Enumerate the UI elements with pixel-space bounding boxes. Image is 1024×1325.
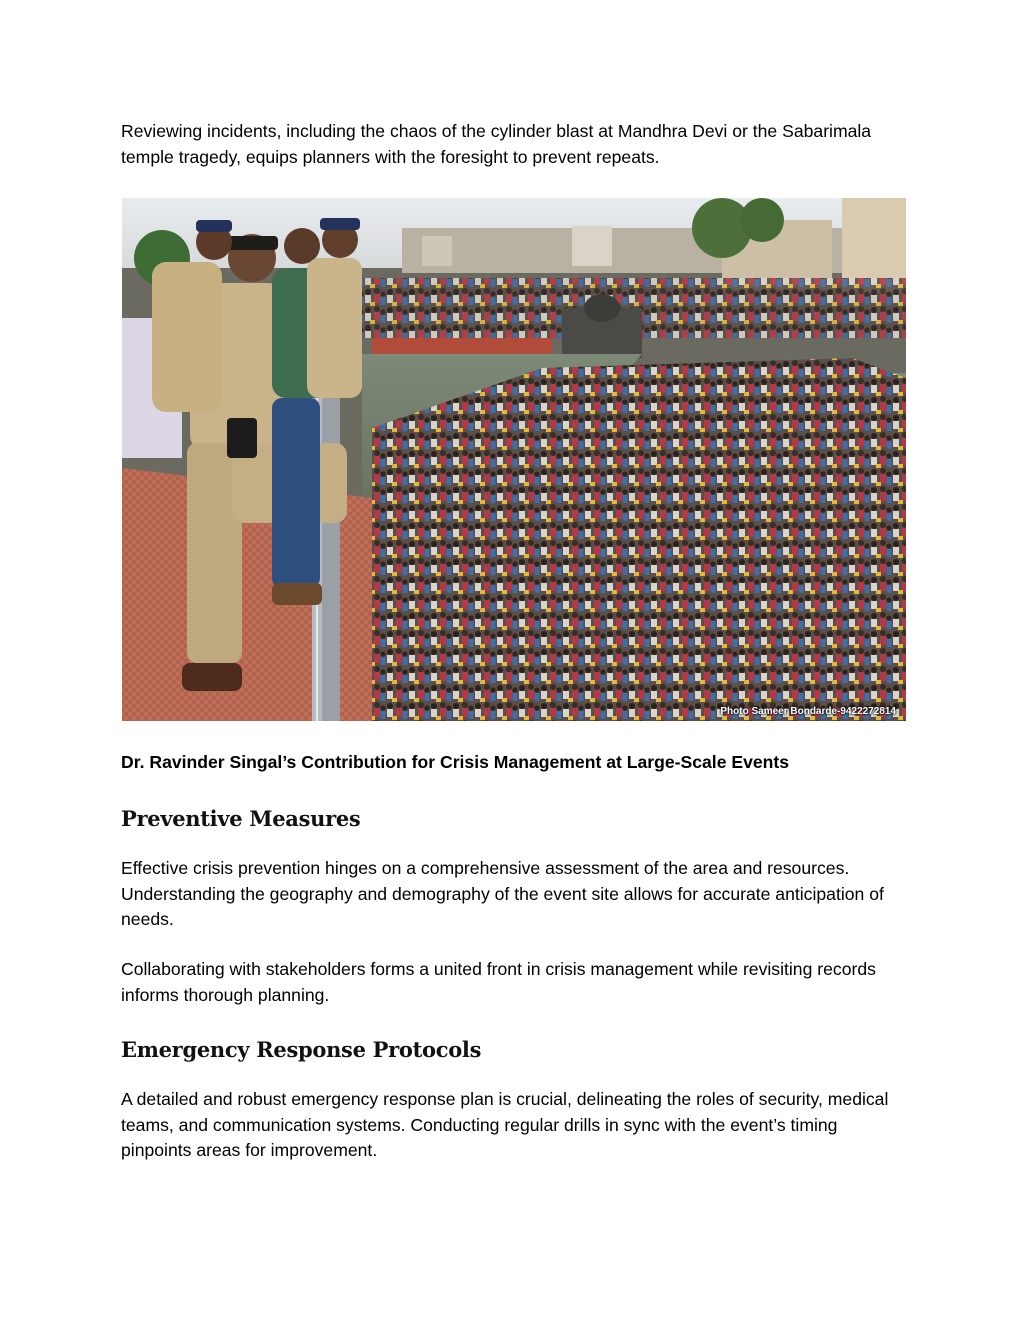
crowd-photo — [122, 198, 906, 721]
paragraph: Collaborating with stakeholders forms a united front in crisis management while revisiting records informs thorough planning. — [121, 959, 876, 1005]
intro-paragraph: Reviewing incidents, including the chaos of the cylinder blast at Mandhra Devi or the Sabarimala temple tragedy, equips planners with the foresight to prevent repeats. — [121, 121, 872, 167]
paragraph: A detailed and robust emergency response plan is crucial, delineating the roles of security, medical teams, and communication systems. Conducting regular drills in sync with the event’s timing pinpoints areas for improvement. — [121, 1089, 889, 1160]
photo-credit: Photo Sameer Bondarde-9422272814 — [720, 706, 896, 717]
section-heading-preventive-measures: Preventive Measures — [121, 806, 361, 831]
section-heading-emergency-response-protocols: Emergency Response Protocols — [121, 1037, 482, 1062]
paragraph: Effective crisis prevention hinges on a comprehensive assessment of the area and resources. Understanding the geography and demography of the event site allows for accurate anticipation of needs. — [121, 858, 884, 929]
image-caption: Dr. Ravinder Singal’s Contribution for Crisis Management at Large-Scale Events — [121, 752, 790, 772]
crowd-photo-illustration — [122, 198, 906, 721]
